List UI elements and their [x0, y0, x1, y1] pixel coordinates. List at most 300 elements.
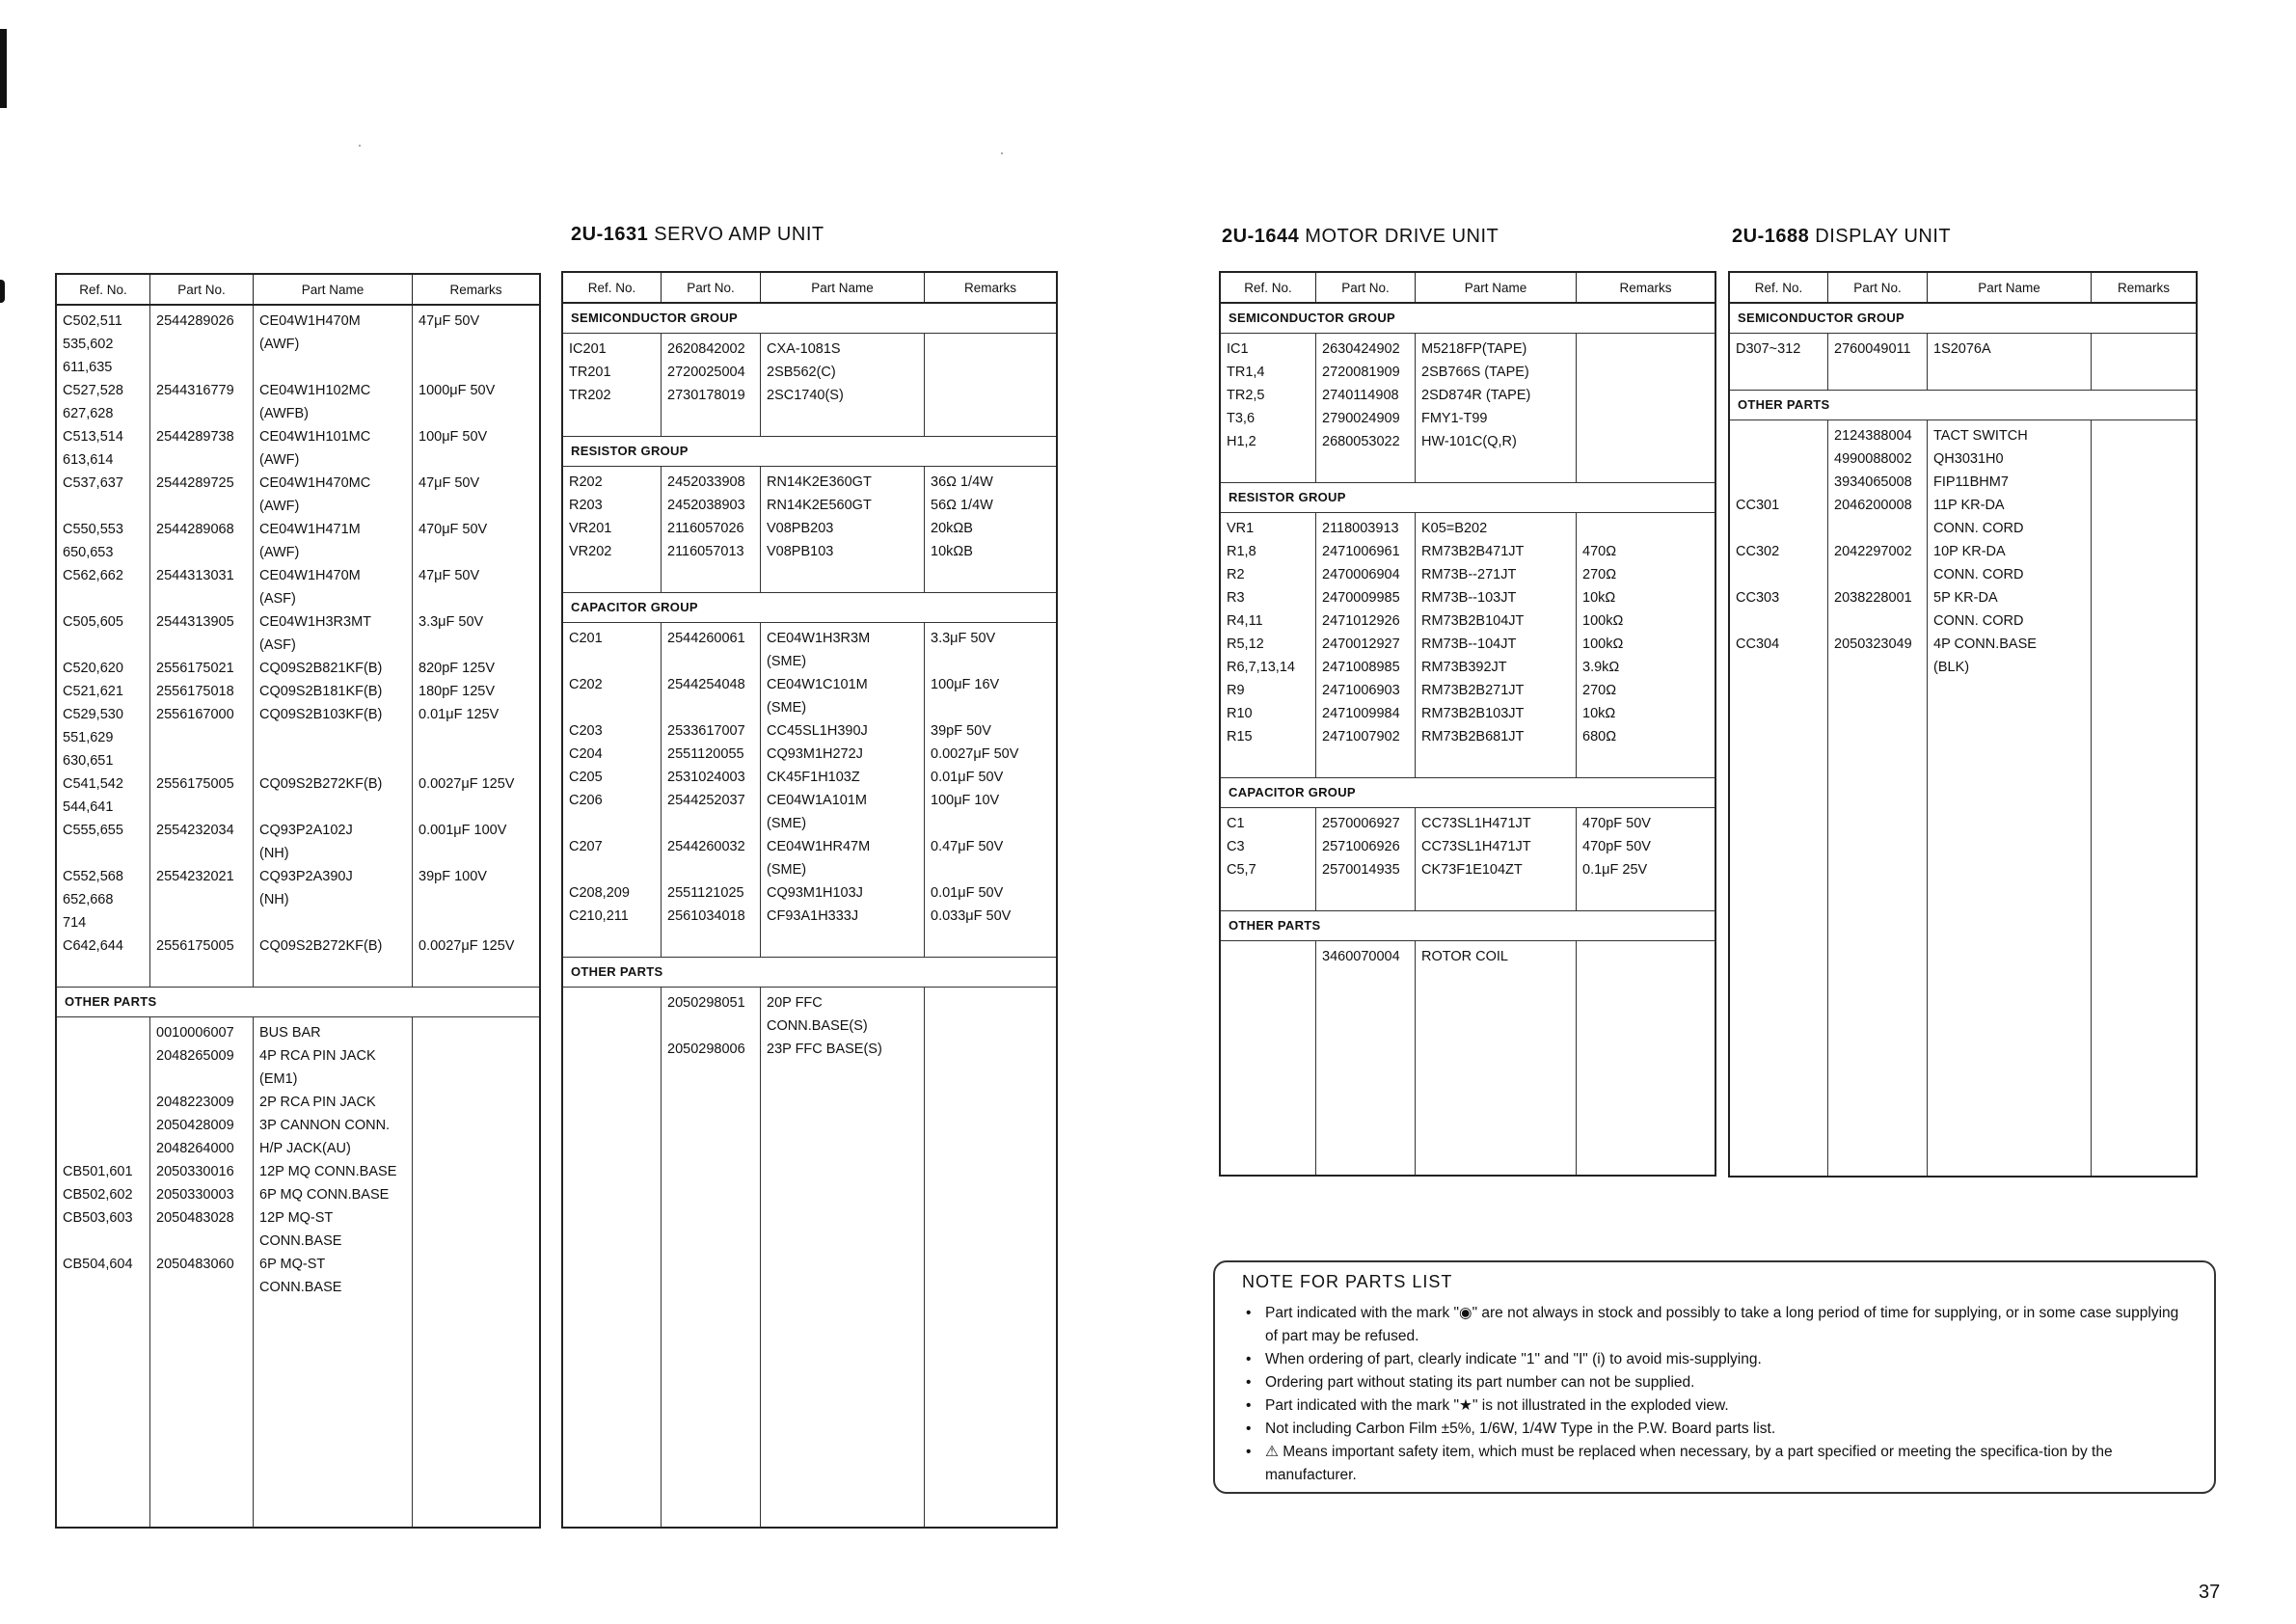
cell-part-name: 2P RCA PIN JACK	[259, 1095, 376, 1110]
cell-remarks: 0.01μF 50V	[931, 885, 1004, 901]
cell-part-name: CK45F1H103Z	[767, 770, 860, 785]
table-row	[1730, 424, 2196, 447]
cell-part-no: 2544260032	[667, 839, 745, 854]
table-row	[57, 1183, 539, 1206]
table-row	[1221, 656, 1715, 679]
table-row	[1221, 702, 1715, 725]
table-row	[1221, 945, 1715, 968]
cell-ref-no: VR1	[1227, 521, 1255, 536]
cell-remarks	[925, 361, 1056, 384]
cell-ref-no: C550,553	[63, 522, 123, 537]
cell-ref-no: C210,211	[569, 908, 629, 924]
table-row	[57, 1044, 539, 1068]
cell-part-no	[150, 1230, 254, 1253]
group-resistor: RESISTOR GROUP	[1221, 482, 1715, 513]
cell-part-no	[150, 796, 254, 819]
cell-ref-no: R15	[1227, 729, 1253, 744]
resistor-rows	[563, 467, 1056, 571]
cell-part-name: CONN.BASE	[259, 1280, 342, 1295]
cell-part-name	[254, 356, 413, 379]
table-row	[563, 812, 1056, 835]
cell-part-no: 2533617007	[667, 723, 745, 739]
cell-ref-no: C201	[569, 631, 603, 646]
cell-remarks	[413, 1183, 539, 1206]
cell-part-name: CE04W1H470M	[259, 568, 361, 583]
table-row	[1221, 725, 1715, 748]
cell-ref-no	[563, 1038, 662, 1061]
cell-part-no	[1828, 609, 1928, 633]
semiconductor-rows	[1730, 334, 2196, 368]
cell-part-no: 2038228001	[1834, 590, 1912, 606]
cell-remarks	[925, 1015, 1056, 1038]
cell-ref-no	[1730, 447, 1828, 471]
cell-part-no: 2544252037	[667, 793, 745, 808]
cell-remarks	[1577, 407, 1715, 430]
cell-remarks: 56Ω 1/4W	[931, 498, 993, 513]
cell-ref-no: TR2,5	[1227, 388, 1265, 403]
cell-part-no: 2570014935	[1322, 862, 1400, 878]
cell-part-name: V08PB103	[767, 544, 834, 559]
cell-ref-no: D307~312	[1736, 341, 1801, 357]
group-semiconductor: SEMICONDUCTOR GROUP	[563, 304, 1056, 334]
cell-part-name: V08PB203	[767, 521, 834, 536]
table-row	[57, 865, 539, 888]
cell-remarks: 680Ω	[1582, 729, 1617, 744]
table-row	[1221, 858, 1715, 881]
cell-part-name: RM73B--271JT	[1421, 567, 1517, 582]
cell-remarks	[925, 858, 1056, 881]
cell-remarks	[413, 448, 539, 472]
cell-remarks	[413, 541, 539, 564]
cell-part-name: CE04W1H470MC	[259, 475, 371, 491]
cell-ref-no	[1730, 471, 1828, 494]
cell-ref-no: TR1,4	[1227, 365, 1265, 380]
other-parts-rows	[57, 1017, 539, 1307]
cell-part-name: 23P FFC BASE(S)	[767, 1042, 882, 1057]
cell-ref-no	[563, 991, 662, 1015]
cell-part-name: (AWF)	[259, 499, 300, 514]
table-row	[57, 1091, 539, 1114]
table-row	[57, 518, 539, 541]
cell-ref-no: H1,2	[1227, 434, 1256, 449]
cell-part-name: CE04W1H101MC	[259, 429, 371, 445]
cell-part-name: (ASF)	[259, 637, 296, 653]
cell-part-no: 2471006903	[1322, 683, 1400, 698]
cell-ref-no: 544,641	[63, 799, 114, 815]
cell-remarks	[925, 812, 1056, 835]
cell-part-name: CQ09S2B821KF(B)	[259, 661, 383, 676]
cell-part-no	[1828, 656, 1928, 679]
note-item: • Part indicated with the mark "◉" are not always in stock and possibly to take a long period of time for supplying, or in some case supplying of part may be refused.	[1265, 1302, 2189, 1348]
cell-part-name: CC73SL1H471JT	[1421, 839, 1531, 854]
col-remarks: Remarks	[449, 282, 502, 297]
cell-ref-no: R1,8	[1227, 544, 1256, 559]
table-row	[57, 472, 539, 495]
table-row	[563, 338, 1056, 361]
cell-remarks	[925, 991, 1056, 1015]
cell-part-no: 2570006927	[1322, 816, 1400, 831]
cell-part-name: RN14K2E560GT	[767, 498, 872, 513]
cell-remarks	[2092, 447, 2196, 471]
cell-ref-no: C555,655	[63, 823, 123, 838]
cell-remarks: 820pF 125V	[419, 661, 496, 676]
cell-part-name: 20P FFC	[767, 995, 823, 1011]
group-semiconductor: SEMICONDUCTOR GROUP	[1730, 304, 2196, 334]
table-row	[1221, 338, 1715, 361]
table-row	[1221, 835, 1715, 858]
cell-part-name: 1S2076A	[1933, 341, 1991, 357]
note-item: • Part indicated with the mark "★" is not illustrated in the exploded view.	[1265, 1394, 2189, 1418]
cell-part-name: QH3031H0	[1933, 451, 2004, 467]
note-for-parts-list	[1213, 1260, 2216, 1494]
col-remarks: Remarks	[2117, 280, 2170, 295]
cell-part-no: 2720081909	[1322, 365, 1400, 380]
cell-remarks	[925, 384, 1056, 407]
cell-part-no	[150, 749, 254, 772]
cell-part-name: M5218FP(TAPE)	[1421, 341, 1527, 357]
cell-ref-no: 551,629	[63, 730, 114, 745]
cell-ref-no	[1730, 517, 1828, 540]
table-row	[57, 657, 539, 680]
cell-remarks	[2092, 586, 2196, 609]
table-row	[563, 1038, 1056, 1061]
cell-part-no: 2620842002	[667, 341, 745, 357]
table-row	[563, 743, 1056, 766]
cell-ref-no: R6,7,13,14	[1227, 660, 1295, 675]
cell-part-no	[150, 1276, 254, 1299]
cell-part-name: (AWF)	[259, 545, 300, 560]
table-header	[563, 273, 1056, 304]
cell-remarks: 3.3μF 50V	[931, 631, 996, 646]
cell-part-no: 2544289725	[156, 475, 234, 491]
table-row	[57, 564, 539, 587]
cell-remarks	[413, 1276, 539, 1299]
cell-part-no	[150, 634, 254, 657]
cell-remarks: 470Ω	[1582, 544, 1617, 559]
semiconductor-rows	[1221, 334, 1715, 461]
cell-part-name: 12P MQ-ST	[259, 1210, 334, 1226]
cell-ref-no	[1730, 563, 1828, 586]
cell-part-no: 2544289738	[156, 429, 234, 445]
cell-ref-no: CB501,601	[63, 1164, 133, 1179]
cell-part-no: 2680053022	[1322, 434, 1400, 449]
cell-remarks	[1577, 945, 1715, 968]
cell-part-no: 2050330016	[156, 1164, 234, 1179]
cell-ref-no: C552,568	[63, 869, 123, 884]
cell-part-name: CQ09S2B272KF(B)	[259, 776, 383, 792]
cell-part-no: 2452033908	[667, 474, 745, 490]
cell-remarks	[413, 1160, 539, 1183]
cell-part-name: CONN. CORD	[1933, 567, 2024, 582]
cell-part-no: 2471008985	[1322, 660, 1400, 675]
table-row	[563, 517, 1056, 540]
cell-remarks: 10kΩ	[1582, 590, 1616, 606]
table-row	[57, 1160, 539, 1183]
cell-part-no: 2554232034	[156, 823, 234, 838]
cell-part-no: 2551121025	[667, 885, 744, 901]
cell-part-name: 11P KR-DA	[1933, 498, 2005, 513]
cell-remarks: 270Ω	[1582, 567, 1617, 582]
cell-remarks: 3.3μF 50V	[419, 614, 484, 630]
cell-part-no	[150, 495, 254, 518]
cell-ref-no: 613,614	[63, 452, 114, 468]
table-row	[1730, 494, 2196, 517]
cell-ref-no: C642,644	[63, 938, 123, 954]
cell-remarks	[1577, 517, 1715, 540]
table-row	[563, 858, 1056, 881]
cell-part-name: CE04W1C101M	[767, 677, 868, 692]
cell-part-name: RM73B2B104JT	[1421, 613, 1525, 629]
cell-remarks: 0.001μF 100V	[419, 823, 507, 838]
cell-ref-no: CC301	[1736, 498, 1780, 513]
cell-ref-no	[563, 1015, 662, 1038]
cell-ref-no: C204	[569, 746, 603, 762]
cell-part-no	[1828, 563, 1928, 586]
cell-ref-no	[57, 1021, 150, 1044]
group-other-parts: OTHER PARTS	[1221, 910, 1715, 941]
cell-remarks	[413, 495, 539, 518]
cell-part-name: FMY1-T99	[1421, 411, 1488, 426]
scan-speck	[1001, 152, 1003, 154]
table-row	[563, 789, 1056, 812]
table-row	[57, 1021, 539, 1044]
col-remarks: Remarks	[963, 280, 1016, 295]
cell-remarks: 0.01μF 125V	[419, 707, 500, 722]
cell-part-no: 2042297002	[1834, 544, 1912, 559]
cell-part-name	[254, 726, 413, 749]
servo-parts-table-1	[55, 273, 541, 1529]
note-title: NOTE FOR PARTS LIST	[1242, 1272, 1453, 1291]
cell-ref-no: R4,11	[1227, 613, 1263, 629]
resistor-rows	[1221, 513, 1715, 756]
table-row	[563, 673, 1056, 696]
cell-part-no	[150, 402, 254, 425]
col-part-no: Part No.	[1316, 273, 1416, 302]
cell-ref-no: TR202	[569, 388, 611, 403]
cell-remarks	[925, 1038, 1056, 1061]
table-row	[57, 587, 539, 610]
cell-remarks: 100kΩ	[1582, 613, 1624, 629]
col-part-name: Part Name	[1928, 273, 2092, 302]
cell-part-name: 6P MQ-ST	[259, 1257, 326, 1272]
cell-remarks	[925, 650, 1056, 673]
cell-part-name: HW-101C(Q,R)	[1421, 434, 1517, 449]
cell-remarks	[2092, 338, 2196, 361]
table-row	[57, 772, 539, 796]
cell-part-no: 0010006007	[156, 1025, 234, 1041]
table-row	[1221, 430, 1715, 453]
cell-remarks	[413, 1068, 539, 1091]
table-row	[1221, 563, 1715, 586]
cell-ref-no: VR201	[569, 521, 612, 536]
page-edge-bar	[0, 29, 7, 108]
cell-remarks	[413, 402, 539, 425]
cell-ref-no: C203	[569, 723, 603, 739]
cell-part-name: 2SD874R (TAPE)	[1421, 388, 1531, 403]
note-item: • Ordering part without stating its part number can not be supplied.	[1265, 1371, 2189, 1394]
cell-part-no: 2470006904	[1322, 567, 1400, 582]
cell-part-name: RM73B2B681JT	[1421, 729, 1525, 744]
cell-part-no	[150, 726, 254, 749]
note-item: • When ordering of part, clearly indicate "1" and "I" (i) to avoid mis-supplying.	[1265, 1348, 2189, 1371]
cell-part-no: 2760049011	[1834, 341, 1911, 357]
cell-remarks	[413, 842, 539, 865]
cell-part-no: 2046200008	[1834, 498, 1912, 513]
cell-remarks: 100μF 16V	[931, 677, 1000, 692]
cell-remarks	[413, 911, 539, 934]
cell-part-no	[150, 333, 254, 356]
cell-part-no: 2050323049	[1834, 636, 1912, 652]
cell-part-name: (ASF)	[259, 591, 296, 607]
cell-ref-no	[57, 1044, 150, 1068]
cell-part-name: 4P CONN.BASE	[1933, 636, 2037, 652]
cell-remarks	[413, 1114, 539, 1137]
cell-ref-no	[1730, 424, 1828, 447]
cell-remarks: 0.0027μF 125V	[419, 776, 515, 792]
table-row	[563, 361, 1056, 384]
cell-part-no: 2471009984	[1322, 706, 1400, 721]
cell-ref-no: R9	[1227, 683, 1245, 698]
cell-remarks: 10kΩB	[931, 544, 973, 559]
table-row	[57, 310, 539, 333]
group-resistor: RESISTOR GROUP	[563, 436, 1056, 467]
cell-remarks	[1577, 361, 1715, 384]
cell-part-no	[150, 356, 254, 379]
cell-ref-no: C3	[1227, 839, 1245, 854]
table-row	[1221, 517, 1715, 540]
cell-ref-no: CC303	[1736, 590, 1780, 606]
cell-ref-no: R3	[1227, 590, 1245, 606]
cell-part-name: CQ93M1H103J	[767, 885, 863, 901]
cell-part-name: RM73B392JT	[1421, 660, 1507, 675]
cell-part-no	[662, 858, 761, 881]
cell-part-name: 12P MQ CONN.BASE	[259, 1164, 397, 1179]
cell-ref-no: C520,620	[63, 661, 123, 676]
table-row	[57, 749, 539, 772]
cell-remarks	[413, 1230, 539, 1253]
table-row	[563, 384, 1056, 407]
table-row	[57, 402, 539, 425]
cell-remarks: 470pF 50V	[1582, 816, 1651, 831]
cell-part-no: 2790024909	[1322, 411, 1400, 426]
cell-part-no: 2531024003	[667, 770, 745, 785]
cell-ref-no: CB503,603	[63, 1210, 133, 1226]
cell-ref-no: CB502,602	[63, 1187, 133, 1203]
cell-part-no: 2050298051	[667, 995, 745, 1011]
cell-part-name: (SME)	[767, 816, 807, 831]
cell-remarks	[413, 1253, 539, 1276]
cell-part-name: CE04W1A101M	[767, 793, 867, 808]
cell-ref-no: R203	[569, 498, 603, 513]
cell-part-no: 4990088002	[1834, 451, 1912, 467]
cell-ref-no	[57, 1137, 150, 1160]
cell-part-no	[150, 1068, 254, 1091]
table-row	[57, 379, 539, 402]
cell-remarks: 470pF 50V	[1582, 839, 1651, 854]
cell-remarks: 47μF 50V	[419, 313, 480, 329]
cell-remarks	[413, 749, 539, 772]
group-other-parts: OTHER PARTS	[57, 987, 539, 1017]
cell-part-name	[254, 911, 413, 934]
table-row	[1730, 471, 2196, 494]
table-row	[57, 1137, 539, 1160]
col-part-no: Part No.	[662, 273, 761, 302]
cell-part-name: CONN.BASE	[259, 1233, 342, 1249]
cell-part-name: CQ09S2B103KF(B)	[259, 707, 383, 722]
cell-ref-no: CB504,604	[63, 1257, 133, 1272]
group-other-parts: OTHER PARTS	[1730, 390, 2196, 420]
display-unit-title: 2U-1688 DISPLAY UNIT	[1732, 226, 1952, 247]
cell-part-name: 2SC1740(S)	[767, 388, 844, 403]
cell-part-no	[662, 650, 761, 673]
cell-part-no	[662, 1015, 761, 1038]
cell-remarks: 0.033μF 50V	[931, 908, 1012, 924]
cell-remarks	[1577, 338, 1715, 361]
cell-part-name: CQ93P2A390J	[259, 869, 353, 884]
cell-part-no: 2556175021	[156, 661, 234, 676]
cell-part-no: 2544289068	[156, 522, 234, 537]
cell-ref-no: C537,637	[63, 475, 123, 491]
cell-part-no: 2050483028	[156, 1210, 234, 1226]
cell-part-name: CONN.BASE(S)	[767, 1018, 868, 1034]
cell-part-name: CQ93P2A102J	[259, 823, 353, 838]
cell-remarks	[413, 333, 539, 356]
table-row	[57, 1253, 539, 1276]
cell-part-no	[1828, 517, 1928, 540]
cell-ref-no: C529,530	[63, 707, 123, 722]
cell-remarks: 10kΩ	[1582, 706, 1616, 721]
cell-part-no: 2470009985	[1322, 590, 1400, 606]
table-row	[563, 719, 1056, 743]
motor-parts-table	[1219, 271, 1716, 1177]
cell-part-name: CK73F1E104ZT	[1421, 862, 1523, 878]
note-item: • Not including Carbon Film ±5%, 1/6W, 1/4W Type in the P.W. Board parts list.	[1265, 1418, 2189, 1441]
cell-ref-no	[1221, 945, 1316, 968]
table-row	[57, 356, 539, 379]
other-parts-rows	[563, 988, 1056, 1069]
cell-remarks: 470μF 50V	[419, 522, 488, 537]
table-row	[563, 766, 1056, 789]
table-row	[563, 650, 1056, 673]
cell-part-name: 2SB562(C)	[767, 365, 836, 380]
group-other-parts: OTHER PARTS	[563, 957, 1056, 988]
cell-ref-no	[563, 812, 662, 835]
table-row	[57, 726, 539, 749]
semiconductor-rows	[563, 334, 1056, 415]
cell-part-no: 2556175018	[156, 684, 234, 699]
table-row	[1221, 633, 1715, 656]
cell-ref-no: IC1	[1227, 341, 1249, 357]
table-row	[57, 495, 539, 518]
cell-ref-no	[57, 1230, 150, 1253]
col-part-name: Part Name	[254, 275, 413, 304]
cell-ref-no	[57, 495, 150, 518]
cell-ref-no: 535,602	[63, 337, 114, 352]
cell-remarks: 0.01μF 50V	[931, 770, 1004, 785]
cell-part-name	[254, 796, 413, 819]
table-row	[57, 448, 539, 472]
cell-part-no: 2471012926	[1322, 613, 1400, 629]
cell-remarks: 100μF 10V	[931, 793, 1000, 808]
cell-remarks: 270Ω	[1582, 683, 1617, 698]
page-edge-mark	[0, 280, 5, 303]
cell-remarks	[413, 1091, 539, 1114]
col-ref-no: Ref. No.	[57, 275, 150, 304]
cell-remarks	[413, 888, 539, 911]
cell-part-name: (NH)	[259, 846, 289, 861]
cell-part-name: CE04W1H470M	[259, 313, 361, 329]
display-parts-table	[1728, 271, 2198, 1177]
